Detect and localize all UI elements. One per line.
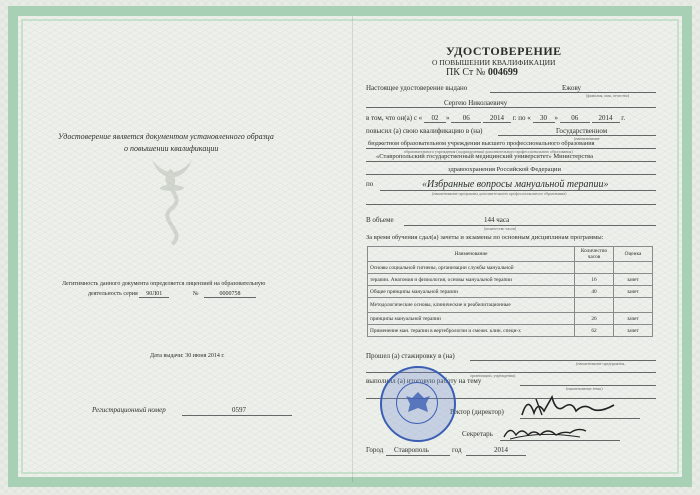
- table-header-row: [368, 247, 653, 262]
- org-line-4: здравоохранения Российской Федерации: [448, 166, 561, 173]
- issue-date: Дата выдачи: 30 июня 2014 г.: [150, 353, 225, 359]
- grades-table: [367, 246, 653, 337]
- medical-emblem-icon: [146, 140, 198, 250]
- internship-caption: (наименование предприятия,: [576, 361, 626, 366]
- registration-label: Регистрационный номер: [92, 406, 166, 414]
- internship-underline: [470, 360, 656, 361]
- license-number: 0000758: [204, 291, 256, 298]
- certificate-subtitle: О ПОВЫШЕНИИ КВАЛИФИКАЦИИ: [432, 58, 556, 67]
- program-name: «Избранные вопросы мануальной терапии»: [422, 179, 609, 190]
- given-names: Сергею Николаевичу: [444, 99, 508, 107]
- table-row: Методологические основы, клинические и реабилитационные: [368, 298, 653, 313]
- table-row: принципы мануальной терапии 26 зачет: [368, 313, 653, 325]
- city: Ставрополь: [394, 446, 429, 454]
- certificate-number: ПК Ст № 004699: [446, 67, 518, 78]
- study-period: в том, что он(а) с « 02 » 06 2014 г. по « 30 » 06 2014 г.: [366, 114, 626, 122]
- secretary-label: Секретарь: [462, 430, 493, 438]
- city-underline: [386, 455, 450, 456]
- org-underline-4: [366, 174, 656, 175]
- program-label: по: [366, 180, 374, 188]
- thesis-caption: (наименование темы): [566, 386, 603, 391]
- org-line-2: бюджетном образовательном учреждении высшего профессионального образования: [368, 140, 595, 147]
- program-caption: (наименование программы дополнительного профессионального образования): [432, 191, 567, 196]
- rector-signature-icon: [518, 393, 618, 419]
- header-grade: Оценка: [614, 247, 653, 262]
- program-underline-2: [366, 204, 656, 205]
- internship-label: Прошел (а) стажировку в (на): [366, 352, 455, 360]
- header-hours: Количество часов: [575, 247, 614, 262]
- legitimacy-line-2: деятельность серия 90Л01 № 0000758: [88, 291, 256, 298]
- surname: Ежову: [562, 84, 582, 92]
- surname-underline: [490, 92, 656, 93]
- header-name: Наименование: [368, 247, 575, 262]
- rector-label: Ректор (директор): [450, 408, 504, 416]
- thesis-label: выполнил (а) итоговую работу на тему: [366, 377, 482, 385]
- volume-underline: [404, 225, 656, 226]
- exams-label: За время обучения сдал(а) зачеты и экзамены по основным дисциплинам программы:: [366, 234, 604, 241]
- year-label: год: [452, 446, 462, 454]
- secretary-signature-icon: [500, 421, 590, 443]
- table-row: терапии. Анатомия и физиология, основы мануальной терапии 16 зачет: [368, 274, 653, 286]
- volume-caption: (количество часов): [484, 226, 517, 231]
- volume-label: В объеме: [366, 216, 394, 224]
- org-underline-3: [366, 161, 656, 162]
- statement-line-2: о повышении квалификации: [124, 144, 219, 153]
- given-names-underline: [366, 107, 656, 108]
- internship-caption-2: организации, учреждения): [470, 373, 516, 378]
- org-caption-2: образовательного учреждения (подразделения) дополнительного профессионального образования): [404, 149, 573, 154]
- official-seal-stamp: [380, 366, 456, 442]
- registration-underline: [182, 415, 292, 416]
- org-caption: (наименование: [574, 136, 600, 141]
- license-series: 90Л01: [139, 291, 169, 298]
- year-underline: [466, 455, 526, 456]
- certificate-title: УДОСТОВЕРЕНИЕ: [446, 44, 562, 58]
- name-caption: (фамилия, имя, отчество): [586, 93, 630, 98]
- table-row: Применение ман. терапии в вертебрологии и смежн. клин. специ-х 62 зачет: [368, 325, 653, 337]
- table-row: Общие принципы мануальной терапии 40 зачет: [368, 286, 653, 298]
- city-label: Город: [366, 446, 384, 454]
- year: 2014: [494, 446, 508, 454]
- legitimacy-line-1: Легитимность данного документа определяется лицензией на образовательную: [62, 281, 266, 287]
- registration-number: 0597: [232, 406, 246, 414]
- statement-line-1: Удостоверение является документом установленного образца: [58, 132, 274, 141]
- org-line-1: Государственном: [556, 127, 608, 135]
- issued-to-label: Настоящее удостоверение выдано: [366, 84, 468, 92]
- volume-value: 144 часа: [484, 216, 510, 224]
- table-row: Основы социальной гигиены, организации службы мануальной: [368, 262, 653, 274]
- raised-label: повысил (а) свою квалификацию в (на): [366, 127, 483, 135]
- center-fold: [352, 16, 353, 482]
- org-line-3: «Ставропольский государственный медицинский университет» Министерства: [376, 153, 594, 160]
